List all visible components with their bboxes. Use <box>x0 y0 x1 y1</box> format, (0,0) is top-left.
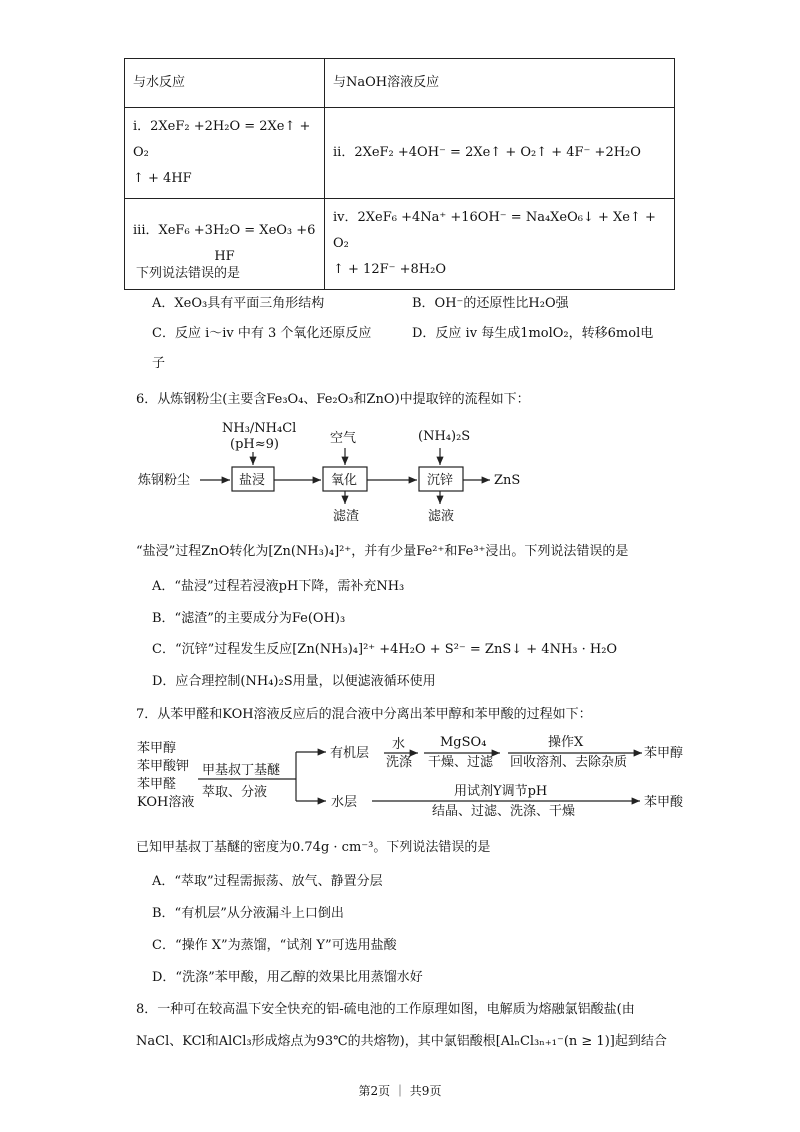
organic-layer: 有机层 <box>330 746 370 761</box>
mix-benzyl-alcohol: 苯甲醇 <box>137 741 177 756</box>
output-residue: 滤渣 <box>333 509 360 524</box>
q7-option-a: A．“萃取”过程需振荡、放气、静置分层 <box>152 874 383 889</box>
product-benzyl-alcohol: 苯甲醇 <box>644 746 684 761</box>
mix-benzaldehyde: 苯甲醛 <box>137 777 177 792</box>
mix-koh: KOH溶液 <box>137 795 195 810</box>
q6-option-a: A．“盐浸”过程若浸液pH下降，需补充NH₃ <box>152 579 405 594</box>
reagent-ph: (pH≈9) <box>230 437 279 452</box>
start-dust: 炼钢粉尘 <box>138 473 191 488</box>
extract-label: 萃取、分液 <box>202 785 268 800</box>
box-leach-label: 盐浸 <box>239 473 266 488</box>
q6-stem: 6．从炼钢粉尘(主要含Fe₃O₄、Fe₂O₃和ZnO)中提取锌的流程如下： <box>136 392 530 407</box>
reaction-iii-line1: iii．XeF₆ +3H₂O = XeO₃ +6 <box>133 223 316 238</box>
q8-line2: NaCl、KCl和AlCl₃形成熔点为93℃的共熔物)，其中氯铝酸根[AlₙCl₃ₙ₊₁⁻(n ≥ 1)]起到结合 <box>136 1034 667 1049</box>
dry-filter-label: 干燥、过滤 <box>428 755 494 770</box>
adjust-ph-label: 用试剂Y调节pH <box>454 784 548 799</box>
product-benzoic-acid: 苯甲酸 <box>644 795 684 810</box>
q5-stem: 下列说法错误的是 <box>136 266 241 281</box>
q5-option-c: C．反应 i～iv 中有 3 个氧化还原反应 <box>152 326 372 341</box>
water-wash-bottom: 洗涤 <box>386 755 413 770</box>
output-filtrate: 滤液 <box>428 509 455 524</box>
reaction-ii: ii．2XeF₂ +4OH⁻ = 2Xe↑ + O₂↑ + 4F⁻ +2H₂O <box>325 108 675 199</box>
table-header-naoh: 与NaOH溶液反应 <box>325 59 675 108</box>
reagent-air: 空气 <box>330 431 357 446</box>
q6-option-c: C．“沉锌”过程发生反应[Zn(NH₃)₄]²⁺ +4H₂O + S²⁻ = ZnS↓ + 4NH₃ · H₂O <box>152 642 618 657</box>
q7-option-d: D．“洗涤”苯甲酸，用乙醇的效果比用蒸馏水好 <box>152 970 423 985</box>
q6-option-d: D．应合理控制(NH₄)₂S用量，以便滤液循环使用 <box>152 674 436 689</box>
q5-option-a: A．XeO₃具有平面三角形结构 <box>152 296 325 311</box>
q7-option-c: C．“操作 X”为蒸馏，“试剂 Y”可选用盐酸 <box>152 938 397 953</box>
q7-stem: 7．从苯甲醛和KOH溶液反应后的混合液中分离出苯甲醇和苯甲酸的过程如下： <box>136 707 592 722</box>
operation-x-label: 操作X <box>548 735 584 750</box>
q5-option-d: D．反应 iv 每生成1molO₂，转移6mol电 <box>412 326 654 341</box>
q5-option-b: B．OH⁻的还原性比H₂O强 <box>412 296 569 311</box>
crystallize-label: 结晶、过滤、洗涤、干燥 <box>432 804 576 819</box>
box-oxidize-label: 氧化 <box>331 473 358 488</box>
water-wash-top: 水 <box>392 737 406 752</box>
q5-option-d-cont: 子 <box>152 356 166 371</box>
zinc-flowchart <box>138 421 520 524</box>
reaction-i-line1: i．2XeF₂ +2H₂O = 2Xe↑ + O₂ <box>133 119 311 160</box>
separation-flowchart <box>137 734 684 819</box>
q7-note: 已知甲基叔丁基醚的密度为0.74g · cm⁻³。下列说法错误的是 <box>136 840 491 855</box>
q7-option-b: B．“有机层”从分液漏斗上口倒出 <box>152 906 344 921</box>
table-header-water: 与水反应 <box>125 59 325 108</box>
reagent-nh3-nh4cl: NH₃/NH₄Cl <box>222 421 297 436</box>
reaction-iv-line2: ↑ + 12F⁻ +8H₂O <box>333 262 446 277</box>
reagent-nh4-2s: (NH₄)₂S <box>418 429 471 444</box>
aqueous-layer: 水层 <box>331 795 358 810</box>
product-zns: ZnS <box>494 473 521 488</box>
box-precipitate-label: 沉锌 <box>427 473 454 488</box>
mix-potassium-benzoate: 苯甲酸钾 <box>137 759 190 774</box>
q8-line1: 8．一种可在较高温下安全快充的铝-硫电池的工作原理如图，电解质为熔融氯铝酸盐(由 <box>136 1002 635 1017</box>
reaction-i-line2: ↑ + 4HF <box>133 171 192 186</box>
recover-label: 回收溶剂、去除杂质 <box>510 755 628 770</box>
q6-option-b: B．“滤渣”的主要成分为Fe(OH)₃ <box>152 611 346 626</box>
mgso4-label: MgSO₄ <box>440 735 487 750</box>
q6-note: “盐浸”过程ZnO转化为[Zn(NH₃)₄]²⁺，并有少量Fe²⁺和Fe³⁺浸出。下列说法错误的是 <box>136 544 629 559</box>
reaction-iii-line2: HF <box>214 249 235 264</box>
solvent-label: 甲基叔丁基醚 <box>202 763 281 778</box>
page-footer: 第2页 ｜ 共9页 <box>358 1084 442 1098</box>
reaction-iv-line1: iv．2XeF₆ +4Na⁺ +16OH⁻ = Na₄XeO₆↓ + Xe↑ + O₂ <box>333 210 656 251</box>
